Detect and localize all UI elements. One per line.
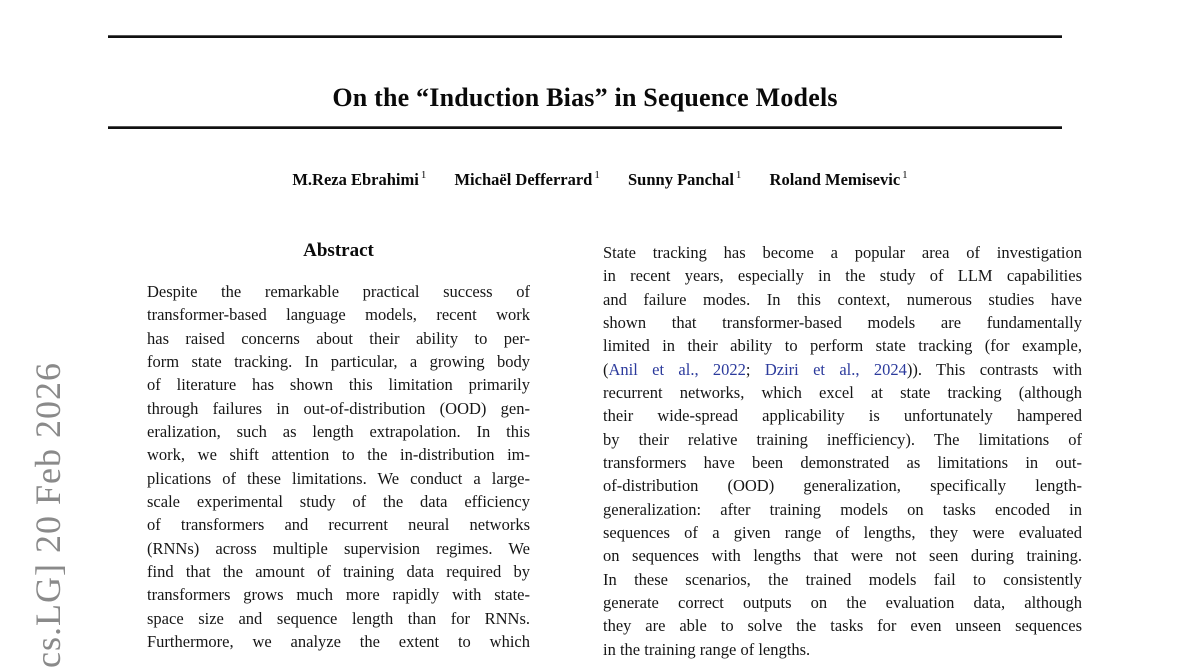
text-line: in the training range of lengths. (603, 639, 811, 659)
text-line: limited in their ability to perform state tracking (for example, (603, 336, 1082, 356)
text-line: of-distribution (OOD) generalization, specifically length- (603, 476, 1082, 496)
text-line: sequences of a given range of lengths, they were evaluated (603, 522, 1082, 542)
author-affiliation-mark: 1 (420, 169, 427, 181)
author-list (0, 169, 1200, 190)
text-line: transformer-based language models, recent work (147, 305, 530, 325)
author (628, 170, 741, 189)
text-line: Despite the remarkable practical success of (147, 282, 530, 301)
text-line: eralization, such as length extrapolation. In this (147, 421, 530, 441)
text-line: transformers grows much more rapidly with state- (147, 585, 530, 605)
text-line: generate correct outputs on the evaluation data, although (603, 592, 1082, 612)
abstract-body (147, 280, 530, 653)
text-line: State tracking has become a popular area of investigation (603, 243, 1082, 262)
text-line: plications of these limitations. We conduct a large- (147, 468, 530, 488)
paper-title: On the “Induction Bias” in Sequence Models (332, 83, 838, 113)
author (292, 170, 426, 189)
text-line: (Anil et al., 2022; Dziri et al., 2024)). This contrasts with (603, 359, 1083, 379)
text-line: work, we shift attention to the in-distribution im- (147, 445, 530, 465)
text-line: Furthermore, we analyze the extent to which (147, 631, 530, 651)
author (454, 170, 599, 189)
author (770, 170, 908, 189)
text-line: and failure modes. In this context, numerous studies have (603, 289, 1082, 309)
author-affiliation-mark: 1 (902, 169, 908, 181)
author-name: Roland Memisevic (769, 169, 901, 189)
title-rule-top (108, 35, 1062, 38)
text-line: In these scenarios, the trained models fail to consistently (603, 569, 1082, 589)
text-line: space size and sequence length than for RNNs. (147, 608, 530, 628)
text-line: of transformers and recurrent neural networks (147, 515, 530, 535)
text-line: transformers have been demonstrated as limitations in out- (603, 452, 1082, 472)
text-line: generalization: after training models on tasks encoded in (603, 499, 1082, 519)
title-rule-bottom (108, 126, 1062, 129)
author-name: M.Reza Ebrahimi (292, 169, 419, 189)
citation-link[interactable]: Dziri et al., 2024 (764, 359, 907, 379)
text-line: shown that transformer-based models are fundamentally (603, 312, 1082, 332)
text-line: their wide-spread applicability is unfortunately hampered (603, 406, 1082, 426)
text-line: by their relative training inefficiency). The limitations of (603, 429, 1082, 449)
text-line: (RNNs) across multiple supervision regimes. We (147, 538, 530, 558)
text-line: they are able to solve the tasks for even unseen sequences (603, 616, 1082, 636)
text-line: of literature has shown this limitation primarily (147, 375, 530, 395)
text-line: has raised concerns about their ability to per- (147, 328, 530, 348)
introduction-body (603, 241, 1082, 661)
text-line: on sequences with lengths that were not seen during training. (603, 546, 1082, 566)
author-name: Sunny Panchal (627, 169, 734, 189)
author-affiliation-mark: 1 (594, 169, 600, 181)
text-line: in recent years, especially in the study of LLM capabilities (603, 266, 1082, 286)
abstract-heading: Abstract (303, 240, 374, 261)
text-line: recurrent networks, which excel at state tracking (although (603, 382, 1082, 402)
author-affiliation-mark: 1 (735, 169, 742, 181)
introduction-column (603, 241, 1082, 661)
citation-link[interactable]: Anil et al., 2022 (608, 359, 746, 379)
author-name: Michaël Defferrard (454, 169, 593, 189)
text-line: find that the amount of training data required by (147, 561, 530, 581)
arxiv-watermark: cs.LG] 20 Feb 2026 (28, 362, 68, 668)
abstract-column (147, 240, 530, 653)
text-line: form state tracking. In particular, a growing body (147, 351, 530, 371)
text-line: through failures in out-of-distribution (OOD) gen- (147, 398, 530, 418)
text-line: scale experimental study of the data efficiency (147, 491, 530, 511)
